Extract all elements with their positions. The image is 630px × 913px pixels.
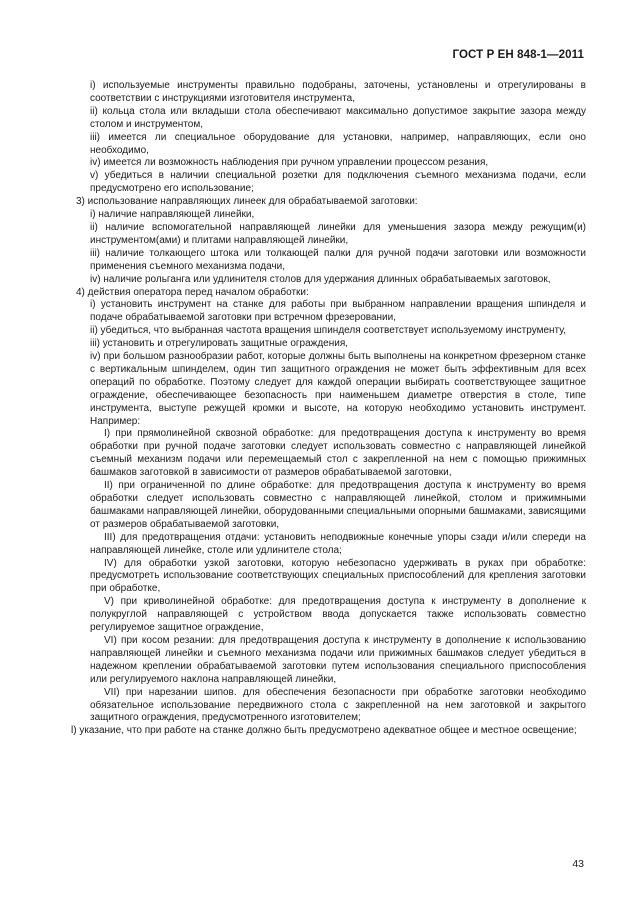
paragraph: iv) имеется ли возможность наблюдения при ручном управлении процессом резания,: [90, 157, 489, 169]
paragraph: i) наличие направляющей линейки,: [90, 209, 255, 221]
paragraph: IV) для обработки узкой заготовки, которую небезопасно удерживать в руках при обработке: предусмотреть использование соответствующих специальных приспособлений для крепления заготовки при обработке,: [90, 557, 586, 595]
paragraph: VII) при нарезании шипов. для обеспечения безопасности при обработке заготовки необходимо обязательное использование передвижного стола с закрепленной на нем заготовкой и закрытого защитного ограждения, предусмотренного изготовителем;: [90, 686, 586, 724]
paragraph: i) установить инструмент на станке для работы при выбранном направлении вращения шпинделя и подаче обрабатываемой заготовки при встречном фрезеровании,: [90, 299, 586, 324]
paragraph: iii) наличие толкающего штока или толкающей палки для ручной подачи заготовки или возможности применения съемного механизма подачи,: [90, 247, 586, 272]
paragraph: iv) наличие рольганга или удлинителя столов для удержания длинных обрабатываемых заготовок,: [90, 273, 551, 285]
document-body: [46, 80, 586, 738]
page-number: 43: [572, 858, 584, 870]
paragraph: V) при криволинейной обработке: для предотвращения доступа к инструменту в дополнение к полукруглой направляющей с устройством ввода допускается также использовать совместно регулируемое защитное ограждение,: [90, 596, 586, 634]
paragraph: III) для предотвращения отдачи: установить неподвижные конечные упоры сзади и/или спереди на направляющей линейке, столе или удлинителе стола;: [90, 531, 586, 556]
paragraph: VI) при косом резании: для предотвращения доступа к инструменту в дополнение к использованию направляющей линейки и съемного механизма подачи или прижимных башмаков следует убедиться в надежном креплении обрабатываемой заготовки путем использования специального приспособления или регулируемого наклона направляющей линейки,: [90, 634, 586, 685]
paragraph: ii) наличие вспомогательной направляющей линейки для уменьшения зазора между режущим(и) инструментом(ами) и плитами направляющей линейки,: [90, 221, 586, 246]
paragraph: ii) убедиться, что выбранная частота вращения шпинделя соответствует используемому инструменту,: [90, 325, 567, 337]
paragraph: 3) использование направляющих линеек для обрабатываемой заготовки:: [76, 196, 418, 208]
paragraph: 4) действия оператора перед началом обработки:: [76, 286, 309, 298]
paragraph: ii) кольца стола или вкладыши стола обеспечивают максимально допустимое закрытие зазора между столом и инструментом,: [90, 105, 586, 130]
paragraph: v) убедиться в наличии специальной розетки для подключения съемного механизма подачи, если предусмотрено его использование;: [90, 170, 586, 195]
paragraph: i) используемые инструменты правильно подобраны, заточены, установлены и отрегулированы в соответствии с инструкциями изготовителя инструмента,: [90, 80, 586, 104]
paragraph: iii) установить и отрегулировать защитные ограждения,: [90, 338, 349, 350]
document-header: ГОСТ Р ЕН 848-1—2011: [452, 49, 584, 61]
paragraph: l) указание, что при работе на станке должно быть предусмотрено адекватное общее и местное освещение;: [71, 725, 577, 737]
paragraph: iii) имеется ли специальное оборудование для установки, например, направляющих, если оно необходимо,: [90, 131, 586, 156]
paragraph: iv) при большом разнообразии работ, которые должны быть выполнены на конкретном фрезерном станке с вертикальным шпинделем, один тип защитного ограждения не может быть эффективным для всех операций по обработке. Поэтому следует для каждой операции выбирать соответствующее защитное ограждение, обеспечивающее безопасность при наименьшем диаметре отверстия в столе, типе инструмента, выступе режущей кромки и высоте, на которую необходимо установить инструмент. Например:: [90, 351, 586, 427]
paragraph: II) при ограниченной по длине обработке: для предотвращения доступа к инструменту во время обработки следует использовать совместно с направляющей линейкой, столом и прижимными башмаками направляющей линейки, оборудованными специальными опорными башмаками, зависящими от размеров обрабатываемой заготовки,: [90, 480, 586, 530]
paragraph: I) при прямолинейной сквозной обработке: для предотвращения доступа к инструменту во время обработки при ручной подаче заготовки следует использовать совместно с направляющей линейкой съемный механизм подачи или перемещаемый стол с закрепленной на нем с помощью прижимных башмаков заготовкой в зависимости от размеров обрабатываемой заготовки,: [90, 428, 586, 479]
